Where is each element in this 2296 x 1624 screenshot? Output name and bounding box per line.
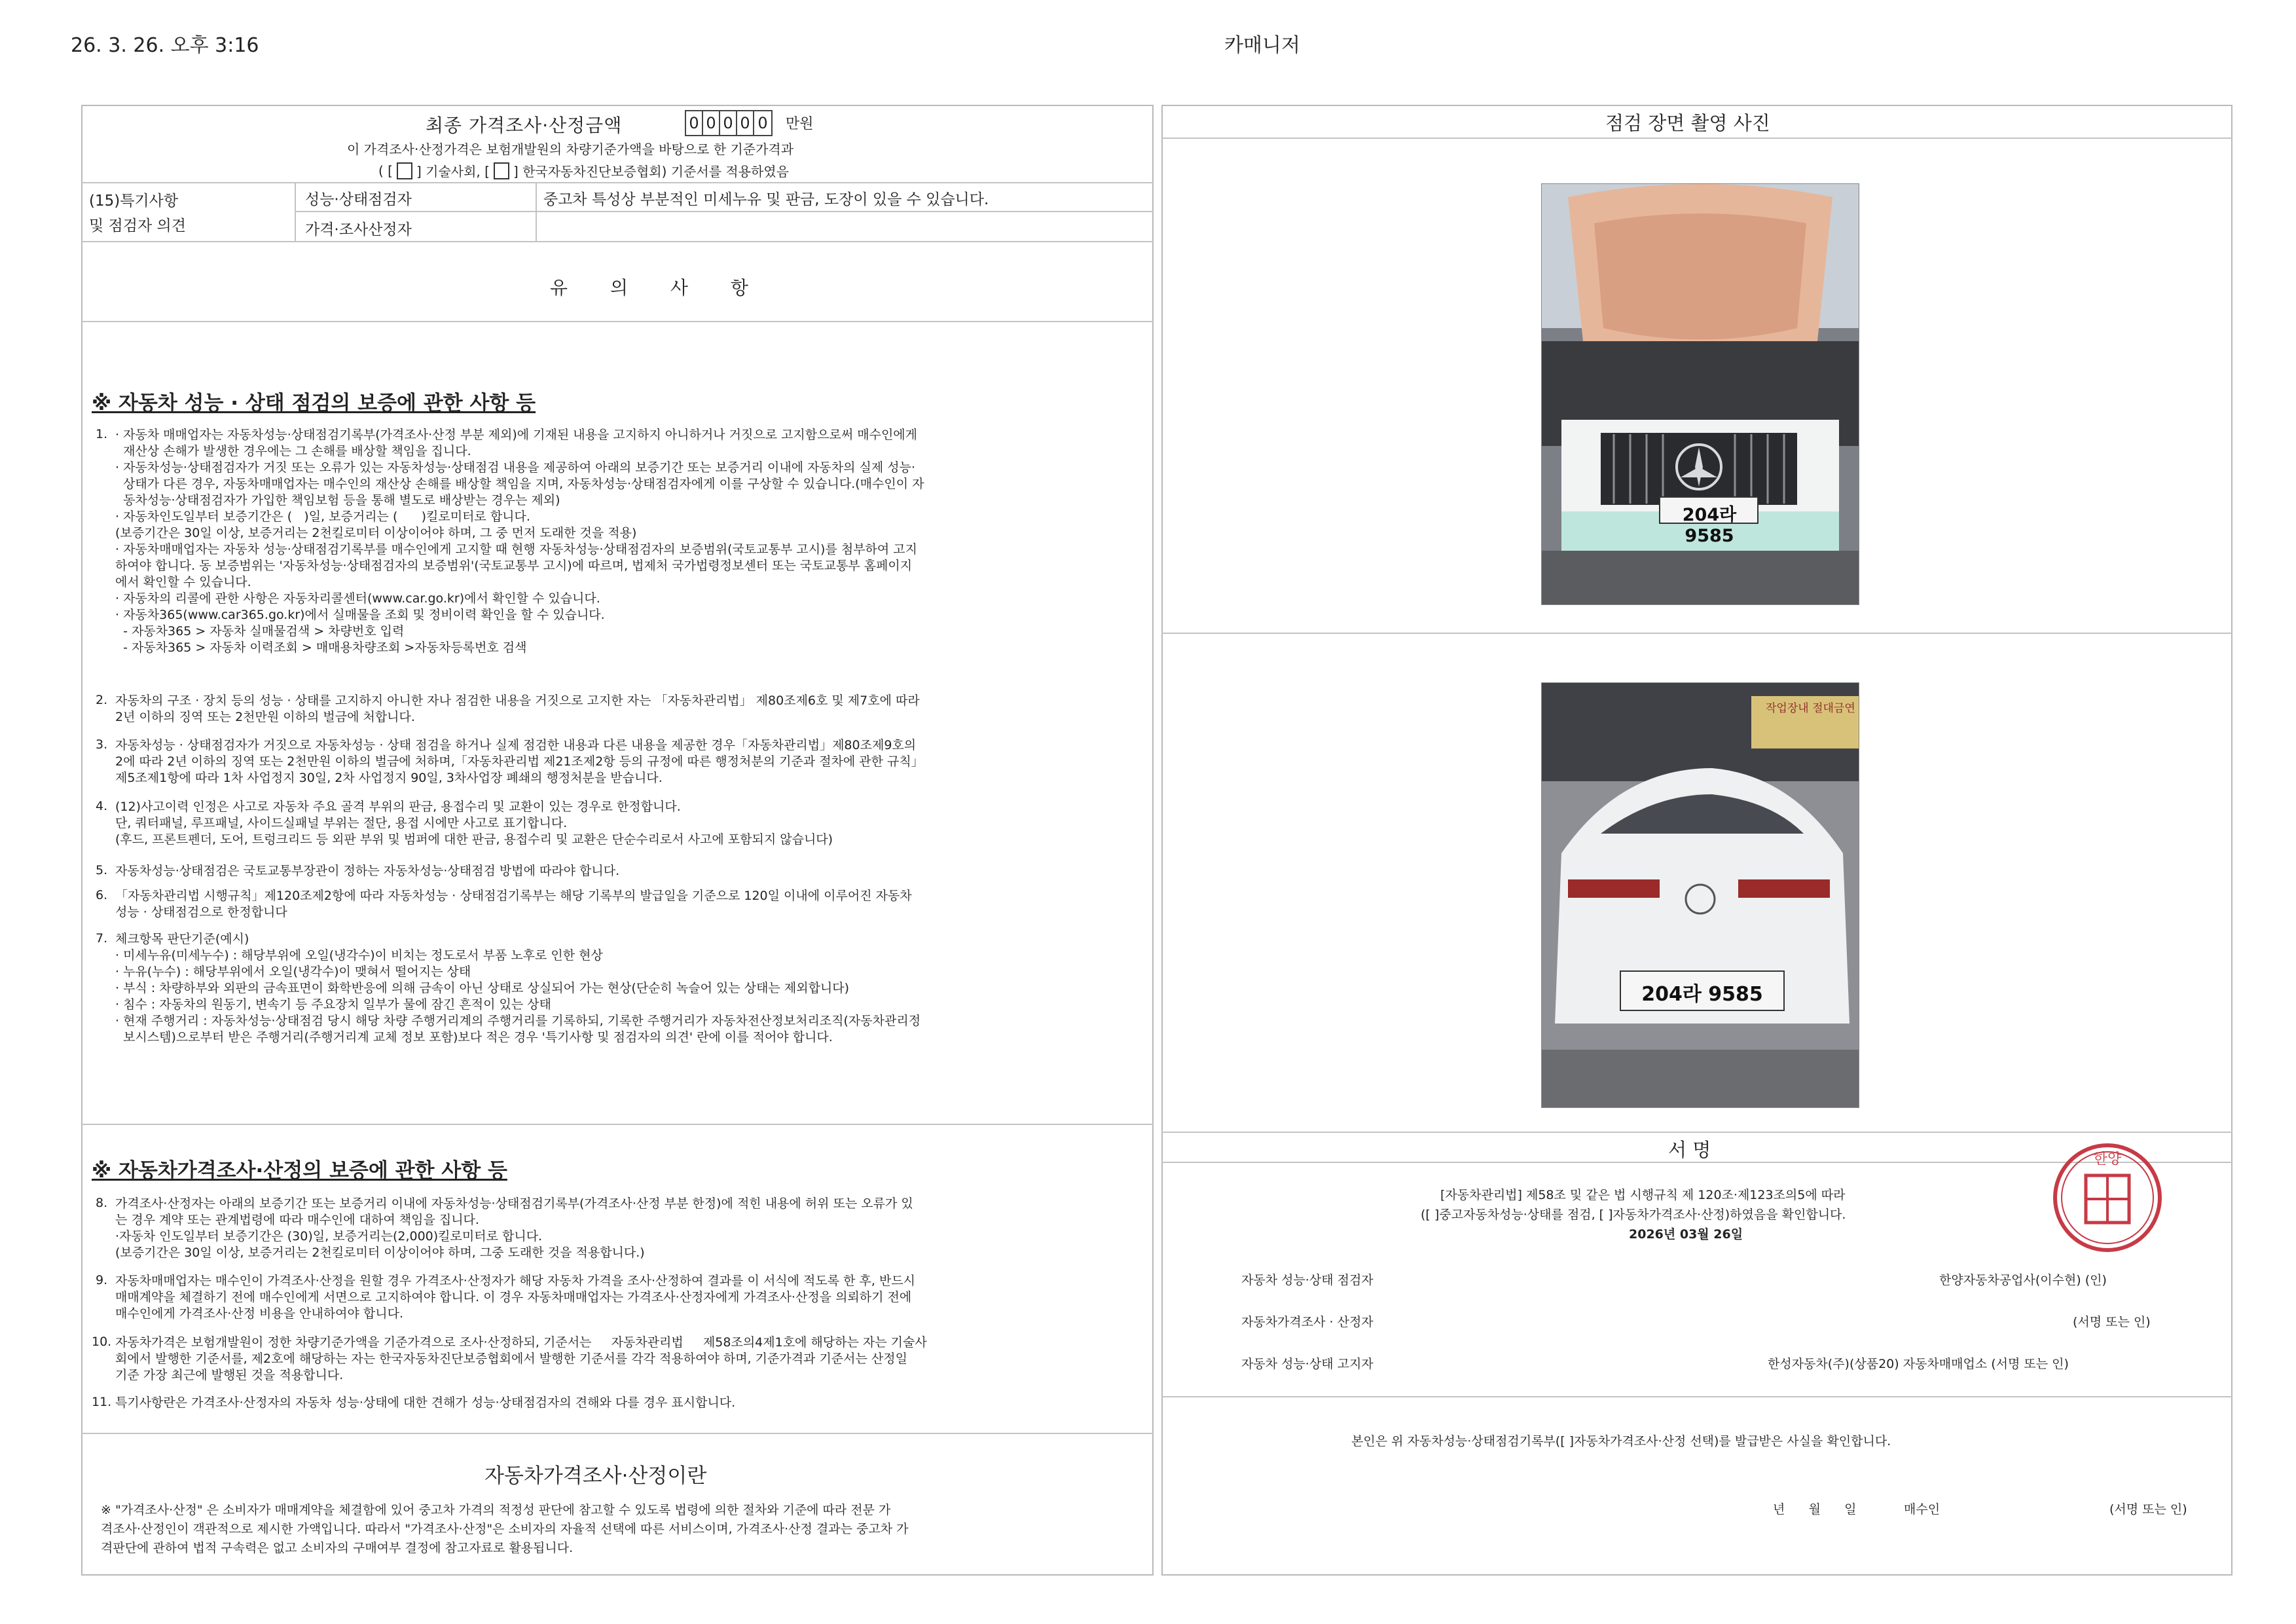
sign-row-value[interactable]: 한양자동차공업사(이수현) (인): [1939, 1273, 2107, 1287]
final-price-title: 최종 가격조사·산정금액: [426, 115, 623, 136]
buyer-signature[interactable]: (서명 또는 인): [2109, 1502, 2187, 1517]
item-text: 자동차성능·상태점검은 국토교통부장관이 정하는 자동차성능·상태점검 방법에 따라야 합니다.: [115, 864, 620, 878]
print-date: 26. 3. 26. 오후 3:16: [71, 34, 259, 57]
price-digit: 0: [720, 111, 737, 135]
inspector-label: 성능·상태점검자: [305, 191, 412, 208]
note-prefix: ( [: [378, 162, 393, 179]
buyer-label: 매수인: [1904, 1502, 1941, 1517]
item-text: · 자동차 매매업자는 자동차성능·상태점검기록부(가격조사·산정 부분 제외)에 기재된 내용을 고지하지 아니하거나 거짓으로 고지함으로써 매수인에게 재산상 손해가 발생한 경우에는 그 손해를 배상할 책임을 집니다. · 자동차성능·상태점검자가 거짓 또는 오류가 있는 자동차성능·상태점검 내용을 제공하여 아래의 보증기간 또는 보증거리 이내에 자동차의 실제 성능· 상태가 다른 경우, 자동차매매업자는 매수인의 재산상 손해를 배상할 책임을 지며, 자동차성능·상태점검자에게 이를 구상할 수 있습니다.(매수인이 자 동차성능·상태점검자가 가입한 책임보험 등을 통해 별도로 배상받는 경우는 제외) · 자동차인도일부터 보증기간은 ( )일, 보증거리는 ( )킬로미터로 합니다. (보증기간은 30일 이상, 보증거리는 2천킬로미터 이상이어야 하며, 그 중 먼저 도래한 것을 적용) · 자동차매매업자는 자동차 성능·상태점검기록부를 매수인에게 고지할 때 현행 자동차성능·상태점검자의 보증범위(국토교통부 고시)를 첨부하여 고지 하여야 합니다. 동 보증범위는 '자동차성능·상태점검자의 보증범위'(국토교통부 고시)에 따르며, 법제처 국가법령정보센터 또는 국토교통부 홈페이지 에서 확인할 수 있습니다. · 자동차의 리콜에 관한 사항은 자동차리콜센터(www.car.go.kr)에서 확인할 수 있습니다. · 자동차365(www.car365.go.kr)에서 실매물을 조회 및 정비이력 확인을 할 수 있습니다. - 자동차365 > 자동차 실매물검색 > 차량번호 입력 - 자동차365 > 자동차 이력조회 > 매매용차량조회 >자동차등록번호 검색: [115, 428, 924, 655]
seal-text: 한양: [2093, 1151, 2122, 1168]
company-seal-stamp: [2050, 1137, 2164, 1266]
page-header-title: 카매니저: [1224, 34, 1300, 57]
divider: [1161, 138, 2232, 139]
sign-row-value[interactable]: (서명 또는 인): [2073, 1315, 2151, 1329]
divider: [81, 321, 1154, 322]
divider: [295, 182, 296, 241]
checkbox-tech-society[interactable]: [397, 162, 412, 179]
buyer-date[interactable]: 년 월 일: [1773, 1502, 1857, 1517]
item-text: 자동차의 구조 · 장치 등의 성능 · 상태를 고지하지 아니한 자나 점검한 내용을 거짓으로 고지한 자는 「자동차관리법」 제80조제6호 및 제7호에 따라 2년 이하의 징역 또는 2천만원 이하의 벌금에 처합니다.: [115, 693, 920, 724]
signature-title: 서 명: [1668, 1139, 1711, 1161]
item-text: 체크항목 판단기준(예시) · 미세누유(미세누수) : 해당부위에 오일(냉각수)이 비치는 정도로서 부품 노후로 인한 현상 · 누유(누수) : 해당부위에서 오일(냉각수)이 맺혀서 떨어지는 상태 · 부식 : 차량하부와 외판의 금속표면이 화학반응에 의해 금속이 아닌 상태로 상실되어 가는 현상(단순히 녹슬어 있는 상태는 제외합니다) · 침수 : 자동차의 원동기, 변속기 등 주요장치 일부가 물에 잠긴 흔적이 있는 상태 · 현재 주행거리 : 자동차성능·상태점검 당시 해당 차량 주행거리계의 주행거리를 기록하되, 기록한 주행거리가 자동차전산정보처리조직(자동차관리정 보시스템)으로부터 받은 주행거리(주행거리계 교체 정보 포함)보다 적은 경우 '특기사항 및 점검자의 의견' 란에 이를 적어야 합니다.: [115, 932, 921, 1044]
license-plate: 204라 9585: [1641, 983, 1763, 1006]
sign-row-label: 자동차 성능·상태 고지자: [1241, 1357, 1374, 1371]
divider: [1161, 1396, 2232, 1397]
law-line-1: [자동차관리법] 제58조 및 같은 법 시행규칙 제 120조·제123조의5에 따라: [1440, 1188, 1846, 1202]
inspection-photo-rear: [1541, 682, 1859, 1108]
divider: [81, 241, 1154, 242]
sign-row-label: 자동차 성능·상태 점검자: [1241, 1273, 1374, 1287]
divider: [536, 182, 537, 241]
divider: [81, 1124, 1154, 1125]
divider: [1161, 633, 2232, 634]
item-number: 9.: [96, 1273, 108, 1287]
section1-heading: ※ 자동차 성능 · 상태 점검의 보증에 관한 사항 등: [92, 392, 536, 415]
item-number: 4.: [96, 799, 108, 813]
photo-section-title: 점검 장면 촬영 사진: [1605, 112, 1770, 134]
item-number: 7.: [96, 931, 108, 946]
special-label-2: 및 점검자 의견: [89, 217, 186, 234]
inspection-date: 2026년 03월 26일: [1629, 1227, 1743, 1242]
license-plate: 204라 9585: [1682, 505, 1737, 546]
item-number: 3.: [96, 737, 108, 752]
divider: [295, 211, 1154, 212]
workshop-sign: 작업장내 절대금연: [1766, 702, 1855, 715]
price-digit: 0: [703, 111, 720, 135]
item-text: 자동차가격은 보험개발원이 정한 차량기준가액을 기준가격으로 조사·산정하되, 기준서는 자동차관리법 제58조의4제1호에 해당하는 자는 기술사 회에서 발행한 기준서를, 제2호에 해당하는 자는 한국자동차진단보증협회에서 발행한 기준서를 각각 적용하여야 하며, 기준가격과 기준서는 산정일 기준 가장 최근에 발행된 것을 적용합니다.: [115, 1335, 927, 1382]
section3-text: ※ "가격조사·산정" 은 소비자가 매매계약을 체결함에 있어 중고차 가격의 적정성 판단에 참고할 수 있도록 법령에 의한 절차와 기준에 따라 전문 가 격조사·산정인이 객관적으로 제시한 가액입니다. 따라서 "가격조사·산정"은 소비자의 자율적 선택에 따른 서비스이며, 가격조사·산정 결과는 중고차 가 격판단에 관하여 법적 구속력은 없고 소비자의 구매여부 결정에 참고자료로 활용됩니다.: [101, 1503, 909, 1555]
item-number: 8.: [96, 1196, 108, 1210]
divider: [1161, 1132, 2232, 1133]
section3-heading: 자동차가격조사·산정이란: [484, 1464, 707, 1488]
sign-row-value[interactable]: 한성자동차(주)(상품20) 자동차매매업소 (서명 또는 인): [1768, 1357, 2069, 1371]
item-text: 자동차성능 · 상태점검자가 거짓으로 자동차성능 · 상태 점검을 하거나 실제 점검한 내용과 다른 내용을 제공한 경우「자동차관리법」제80조제9호의 2에 따라 2년 이하의 징역 또는 2천만원 이하의 벌금에 처하며,「자동차관리법 제21조제2항 등의 규정에 따른 행정처분의 기준과 절차에 관한 규칙」 제5조제1항에 따라 1차 사업정지 30일, 2차 사업정지 90일, 3차사업장 폐쇄의 행정처분을 받습니다.: [115, 738, 924, 785]
item-number: 10.: [92, 1335, 112, 1349]
item-number: 1.: [96, 427, 108, 441]
sign-row-label: 자동차가격조사 · 산정자: [1241, 1315, 1374, 1329]
note-mid: ] 기술사회, [: [416, 164, 490, 179]
price-digit: 0: [737, 111, 754, 135]
price-unit: 만원: [786, 116, 814, 132]
section2-heading: ※ 자동차가격조사·산정의 보증에 관한 사항 등: [92, 1159, 507, 1183]
item-number: 11.: [92, 1395, 112, 1409]
price-note-line1: 이 가격조사·산정가격은 보험개발원의 차량기준가액을 바탕으로 한 기준가격과: [347, 141, 794, 157]
item-text: (12)사고이력 인정은 사고로 자동차 주요 골격 부위의 판금, 용접수리 및 교환이 있는 경우로 한정합니다. 단, 쿼터패널, 루프패널, 사이드실패널 부위는 절단, 용접 시에만 사고로 표기합니다. (후드, 프론트펜더, 도어, 트렁크리드 등 외판 부위 및 범퍼에 대한 판금, 용접수리 및 교환은 단순수리로서 사고에 포함되지 않습니다): [115, 800, 833, 847]
divider: [81, 1433, 1154, 1434]
note-suffix: ] 한국자동차진단보증협회) 기준서를 적용하였음: [513, 164, 790, 179]
item-text: 특기사항란은 가격조사·산정자의 자동차 성능·상태에 대한 견해가 성능·상태점검자의 견해와 다를 경우 표시합니다.: [115, 1395, 736, 1410]
item-text: 「자동차관리법 시행규칙」제120조제2항에 따라 자동차성능 · 상태점검기록부는 해당 기록부의 발급일을 기준으로 120일 이내에 이루어진 자동차 성능 · 상태점검으로 한정합니다: [115, 889, 912, 919]
inspector-opinion[interactable]: 중고차 특성상 부분적인 미세누유 및 판금, 도장이 있을 수 있습니다.: [543, 191, 989, 208]
price-digit: 0: [686, 111, 703, 135]
inspection-photo-front: [1541, 183, 1859, 605]
checkbox-kadwa[interactable]: [494, 162, 509, 179]
item-number: 5.: [96, 863, 108, 877]
law-line-2: ([ ]중고자동차성능·상태를 점검, [ ]자동차가격조사·산정)하였음을 확인합니다.: [1421, 1208, 1846, 1222]
item-number: 2.: [96, 693, 108, 707]
price-note-line2: [378, 161, 789, 180]
price-digit-boxes[interactable]: [685, 110, 773, 136]
divider: [81, 182, 1154, 183]
item-text: 가격조사·산정자는 아래의 보증기간 또는 보증거리 이내에 자동차성능·상태점검기록부(가격조사·산정 부분 한정)에 적힌 내용에 허위 또는 오류가 있 는 경우 계약 또는 관계법령에 따라 매수인에 대하여 책임을 집니다. ·자동차 인도일부터 보증기간은 (30)일, 보증거리는(2,000)킬로미터로 합니다. (보증기간은 30일 이상, 보증거리는 2천킬로미터 이상이어야 하며, 그중 도래한 것을 적용합니다.): [115, 1196, 913, 1260]
item-number: 6.: [96, 888, 108, 902]
caution-title: 유 의 사 항: [550, 277, 767, 299]
price-digit: 0: [757, 114, 768, 132]
appraiser-label: 가격·조사산정자: [305, 221, 412, 238]
item-text: 자동차매매업자는 매수인이 가격조사·산정을 원할 경우 가격조사·산정자가 해당 자동차 가격을 조사·산정하여 결과를 이 서식에 적도록 한 후, 반드시 매매계약을 체결하기 전에 매수인에게 서면으로 고지하여야 합니다. 이 경우 자동차매매업자는 가격조사·산정자에게 가격조사·산정을 의뢰하기 전에 매수인에게 가격조사·산정 비용을 안내하여야 합니다.: [115, 1274, 916, 1321]
receipt-confirmation: 본인은 위 자동차성능·상태점검기록부([ ]자동차가격조사·산정 선택)를 발급받은 사실을 확인합니다.: [1351, 1434, 1891, 1449]
special-label-1: (15)특기사항: [89, 193, 179, 210]
